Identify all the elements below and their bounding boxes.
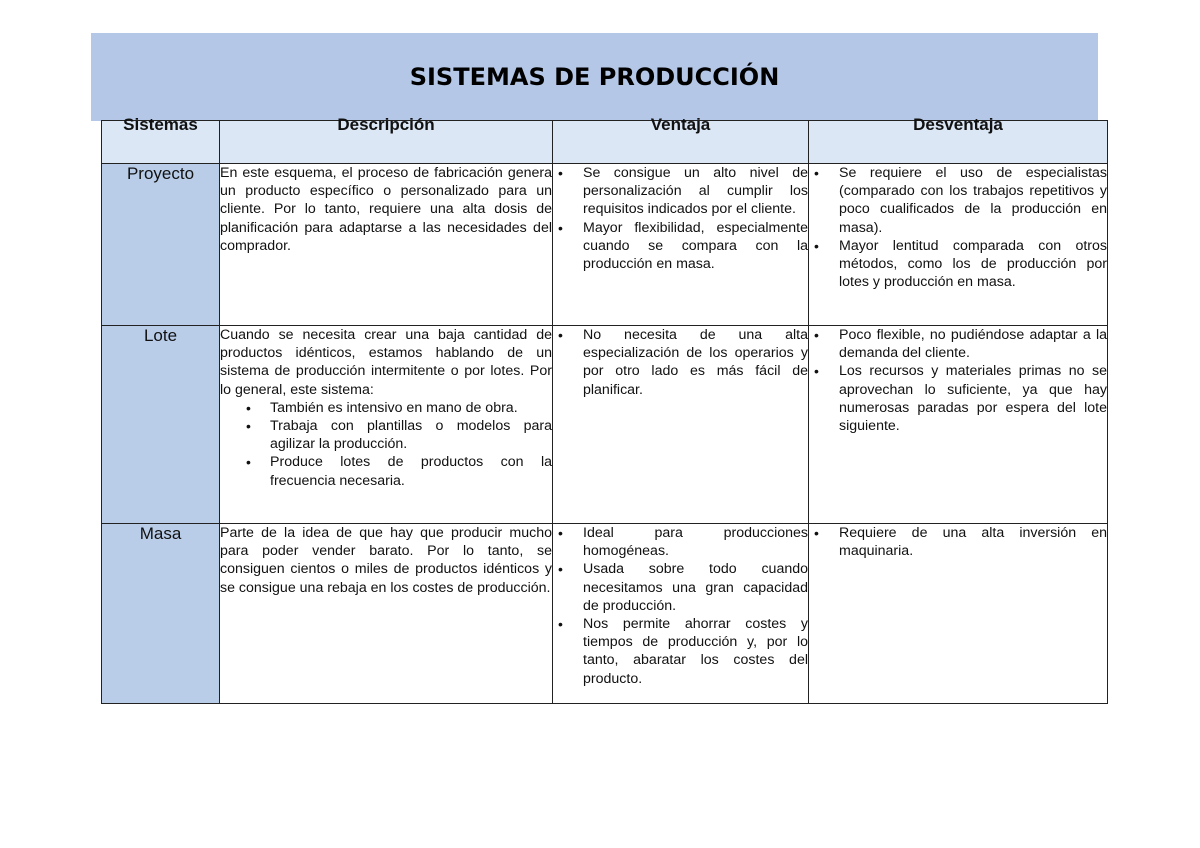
list-item: • Los recursos y materiales primas no se aprovechan lo suficiente, ya que hay numerosas paradas por espera del lote siguiente. xyxy=(839,362,1107,435)
table-row xyxy=(102,164,1108,326)
list-item: • Se requiere el uso de especialistas (comparado con los trabajos repetitivos y poco cualificados de la producción en masa). xyxy=(839,164,1107,237)
title-band xyxy=(91,33,1098,121)
table-row xyxy=(102,524,1108,704)
advantages-cell xyxy=(553,164,809,326)
description-cell xyxy=(220,326,553,524)
header-ventaja: Ventaja xyxy=(553,121,809,164)
system-name: Masa xyxy=(102,524,220,704)
disadvantages-cell xyxy=(809,326,1108,524)
list-item: • Poco flexible, no pudiéndose adaptar a la demanda del cliente. xyxy=(839,326,1107,362)
header-desventaja: Desventaja xyxy=(809,121,1108,164)
list-item: • Nos permite ahorrar costes y tiempos de producción y, por lo tanto, abaratar los costes del producto. xyxy=(583,615,808,688)
description-text: Parte de la idea de que hay que producir mucho para poder vender barato. Por lo tanto, se consiguen cientos o miles de productos idénticos y se consigue una rebaja en los costes de producción. xyxy=(220,525,552,596)
table-row xyxy=(102,326,1108,524)
disadvantages-cell xyxy=(809,524,1108,704)
list-item: • Trabaja con plantillas o modelos para agilizar la producción. xyxy=(270,417,552,453)
description-text: En este esquema, el proceso de fabricación genera un producto específico o personalizado para un cliente. Por lo tanto, requiere una alta dosis de planificación para adaptarse a las necesidades del comprador. xyxy=(220,165,552,254)
description-cell xyxy=(220,524,553,704)
advantages-cell xyxy=(553,524,809,704)
header-descripcion: Descripción xyxy=(220,121,553,164)
list-item: • Se consigue un alto nivel de personalización al cumplir los requisitos indicados por el cliente. xyxy=(583,164,808,219)
list-item: • Requiere de una alta inversión en maquinaria. xyxy=(839,524,1107,560)
disadvantages-cell xyxy=(809,164,1108,326)
list-item: • Mayor flexibilidad, especialmente cuando se compara con la producción en masa. xyxy=(583,219,808,274)
system-name: Lote xyxy=(102,326,220,524)
list-item: • También es intensivo en mano de obra. xyxy=(270,399,552,417)
description-text: Cuando se necesita crear una baja cantidad de productos idénticos, estamos hablando de un sistema de producción intermitente o por lotes. Por lo general, este sistema: xyxy=(220,327,552,398)
description-cell xyxy=(220,164,553,326)
list-item: • Mayor lentitud comparada con otros métodos, como los de producción por lotes y producción en masa. xyxy=(839,237,1107,292)
production-systems-table xyxy=(101,115,1108,704)
header-sistemas: Sistemas xyxy=(102,121,220,164)
system-name: Proyecto xyxy=(102,164,220,326)
advantages-cell xyxy=(553,326,809,524)
page-title: SISTEMAS DE PRODUCCIÓN xyxy=(409,63,780,91)
list-item: • Produce lotes de productos con la frecuencia necesaria. xyxy=(270,453,552,489)
list-item: • Ideal para producciones homogéneas. xyxy=(583,524,808,560)
list-item: • No necesita de una alta especialización de los operarios y por otro lado es más fácil de planificar. xyxy=(583,326,808,399)
table-header-row xyxy=(102,121,1108,164)
list-item: • Usada sobre todo cuando necesitamos una gran capacidad de producción. xyxy=(583,560,808,615)
